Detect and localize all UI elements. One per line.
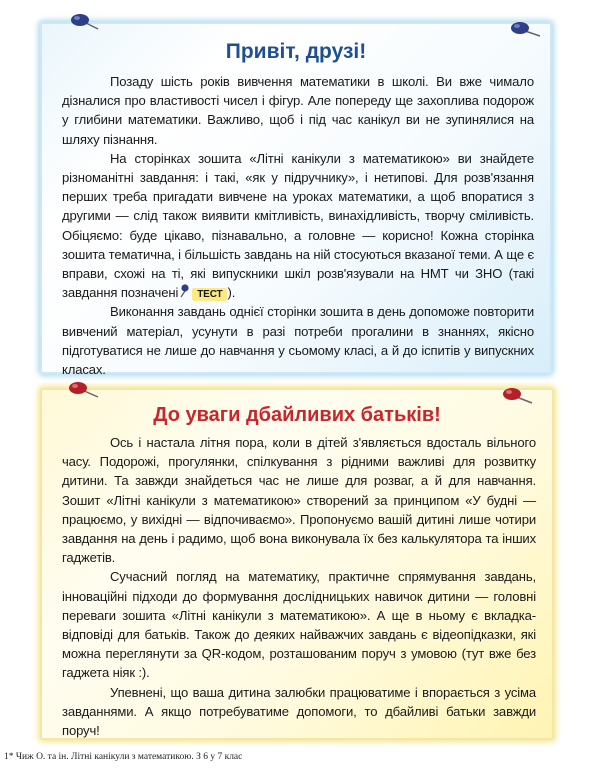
greeting-card: [40, 22, 552, 378]
greeting-paragraph-2-end: ).: [227, 285, 236, 301]
parents-card: [40, 388, 554, 740]
greeting-title: Привіт, друзі!: [225, 40, 367, 63]
pushpin-icon: [66, 12, 102, 32]
test-tag: [192, 288, 227, 301]
footer-citation: 1* Чиж О. та ін. Літні канікули з математикою. З 6 у 7 клас: [4, 752, 243, 762]
greeting-body: [62, 72, 534, 379]
test-tag-label: ТЕСТ: [197, 289, 223, 301]
parents-title: До уваги дбайливих батьків!: [153, 404, 441, 426]
parents-paragraph-3: Упевнені, що ваша дитина залюбки працюватиме і впорається з усіма завданнями. А якщо потребуватиме допомоги, то дбайливі батьки завжди поруч!: [62, 684, 536, 739]
parents-paragraph-1: Ось і настала літня пора, коли в дітей з'являється вдосталь вільного часу. Подорожі, прогулянки, спілкування з рідними важливі для розвитку дитини. Та завжди знайдеться час не лише для розваг, а й для навчання. Зошит «Літні канікули з математикою» створений за принципом «У будні — працюємо, у вихідні — відпочиваємо». Пропонуємо вашій дитині лише чотири завдання на день і радимо, щоб вона виконувала їх без калькулятора та інших гаджетів.: [62, 435, 536, 566]
pushpin-icon: [64, 380, 100, 400]
greeting-paragraph-2: [62, 149, 534, 303]
pushpin-icon: [179, 284, 191, 298]
parents-body: [62, 433, 536, 740]
greeting-paragraph-3: Виконання завдань однієї сторінки зошита в день допоможе повторити вивчений матеріал, усунути в разі потреби прогалини в знаннях, якісно підготуватися не лише до навчання у сьомому класі, а й до іспитів у випускних класах.: [62, 304, 534, 378]
pushpin-icon: [508, 20, 544, 40]
pushpin-icon: [500, 386, 536, 406]
greeting-paragraph-2-text: На сторінках зошита «Літні канікули з математикою» ви знайдете різноманітні завдання: і такі, «як у підручнику», і нетипові. Для розв'язання перших треба пригадати вивчене на уроках математики, а щоб впоратися з другими — слід також виявити кмітливість, винахідливість, творчу сміливість. Обіцяємо: буде цікаво, пізнавально, а головне — корисно! Кожна сторінка зошита тематична, і більшість завдань на ній стосуються вказаної теми. А ще є вправи, схожі на ті, які випускники шкіл розв'язували на НМТ чи ЗНО (такі завдання позначені: [62, 150, 534, 301]
parents-paragraph-2: Сучасний погляд на математику, практичне спрямування завдань, інноваційні підходи до формування дослідницьких навичок дитини — головні переваги зошита «Літні канікули з математикою». А ще в ньому є вкладка-відповіді для батьків. Також до деяких найважчих завдань є відеопідказки, які можна переглянути за QR-кодом, розташованим поруч з умовою (тут вже без гаджета ніяк :).: [62, 569, 536, 681]
greeting-paragraph-1: Позаду шість років вивчення математики в школі. Ви вже чимало дізналися про властивості чисел і фігур. Але попереду ще захоплива подорож у глибини математики. Важливо, щоб і під час канікул ви не зупинялися на шляху пізнання.: [62, 74, 534, 147]
